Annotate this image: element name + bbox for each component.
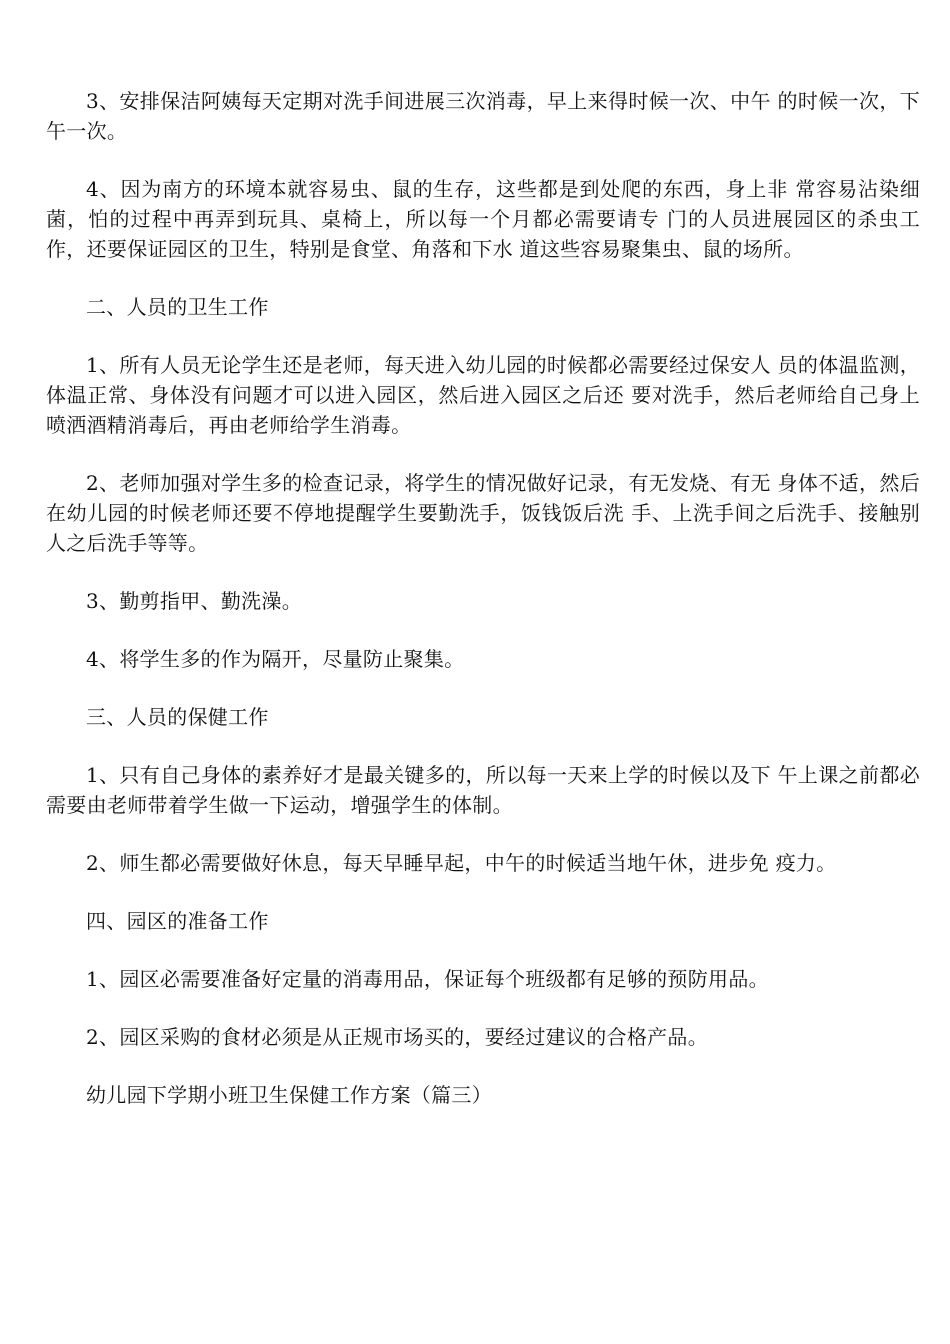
paragraph-item-1-exercise: 1、只有自己身体的素养好才是最关键多的，所以每一天来上学的时候以及下 午上课之前都必需要由老师带着学生做一下运动，增强学生的体制。 bbox=[46, 763, 920, 817]
document-title-part-three: 幼儿园下学期小班卫生保健工作方案（篇三） bbox=[86, 1083, 492, 1107]
section-heading-health-care: 三、人员的保健工作 bbox=[86, 705, 269, 729]
section-heading-personnel-hygiene: 二、人员的卫生工作 bbox=[86, 295, 269, 319]
paragraph-item-2-food-procurement: 2、园区采购的食材必须是从正规市场买的，要经过建议的合格产品。 bbox=[86, 1025, 709, 1049]
paragraph-item-2-inspection-records: 2、老师加强对学生多的检查记录，将学生的情况做好记录，有无发烧、有无 身体不适，然后在幼儿园的时候老师还要不停地提醒学生要勤洗手，饭钱饭后洗 手、上洗手间之后洗手、接触别人之后洗手等等。 bbox=[46, 471, 920, 555]
document-page bbox=[46, 86, 920, 1138]
paragraph-item-4-pest-control: 4、因为南方的环境本就容易虫、鼠的生存，这些都是到处爬的东西，身上非 常容易沾染细菌，怕的过程中再弄到玩具、桌椅上，所以每一个月都必需要请专 门的人员进展园区的杀虫工作，还要保证园区的卫生，特别是食堂、角落和下水 道这些容易聚集虫、鼠的场所。 bbox=[46, 177, 920, 261]
paragraph-item-1-temperature-check: 1、所有人员无论学生还是老师，每天进入幼儿园的时候都必需要经过保安人 员的体温监测，体温正常、身体没有问题才可以进入园区，然后进入园区之后还 要对洗手，然后老师给自己身上喷洒酒精消毒后，再由老师给学生消毒。 bbox=[46, 353, 920, 437]
paragraph-item-1-supplies: 1、园区必需要准备好定量的消毒用品，保证每个班级都有足够的预防用品。 bbox=[86, 967, 769, 991]
section-heading-campus-preparation: 四、园区的准备工作 bbox=[86, 909, 269, 933]
paragraph-item-2-rest: 2、师生都必需要做好休息，每天早睡早起，中午的时候适当地午休，进步免 疫力。 bbox=[86, 851, 837, 875]
paragraph-item-4-avoid-gathering: 4、将学生多的作为隔开，尽量防止聚集。 bbox=[86, 647, 465, 671]
paragraph-item-3-nails-bathing: 3、勤剪指甲、勤洗澡。 bbox=[86, 589, 303, 613]
paragraph-item-3-disinfection: 3、安排保洁阿姨每天定期对洗手间进展三次消毒，早上来得时候一次、中午 的时候一次，下午一次。 bbox=[46, 89, 920, 143]
